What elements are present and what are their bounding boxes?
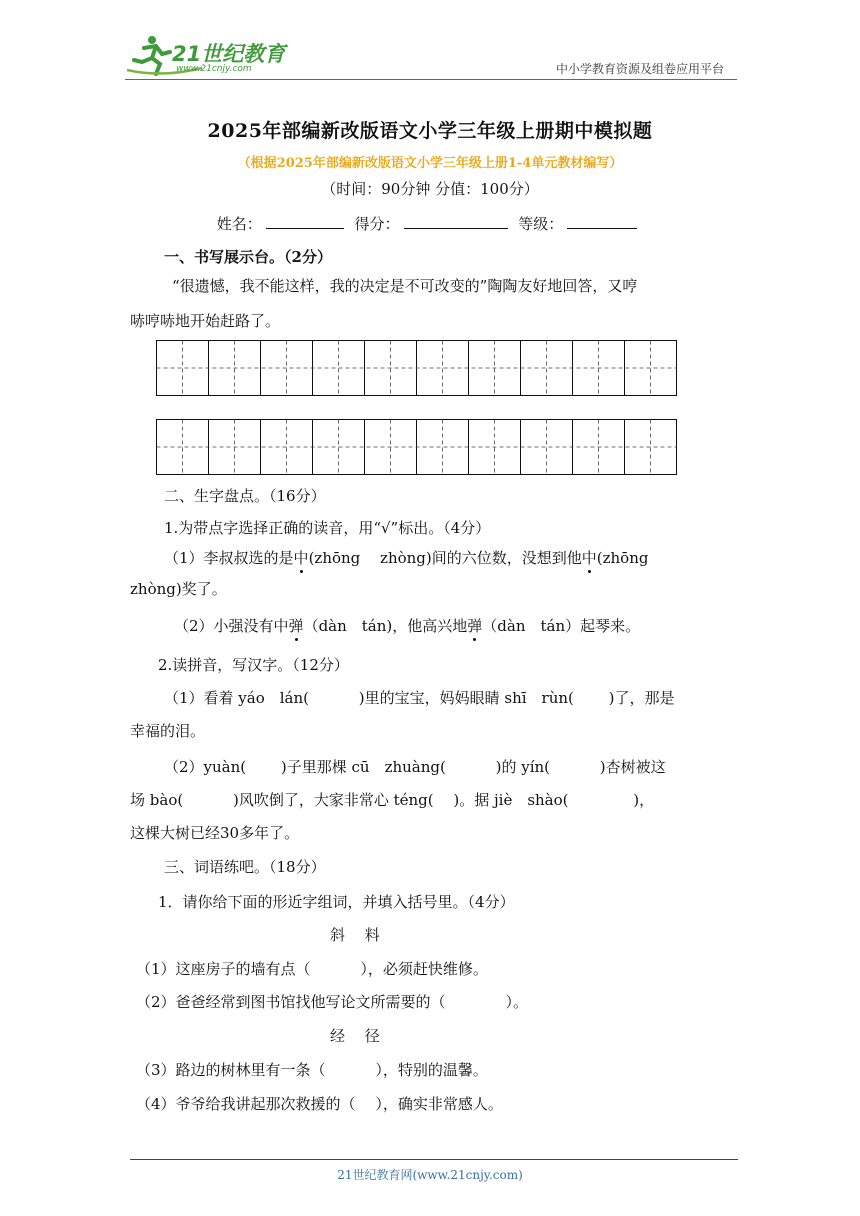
exam-subtitle: （根据2025年部编新改版语文小学三年级上册1-4单元教材编写） xyxy=(237,156,623,171)
section2-q1: 1.为带点字选择正确的读音，用“√”标出。（4分） xyxy=(164,519,491,537)
q1-2-text-a: （2）小强没有中 xyxy=(174,617,289,635)
section2-q1-1-line2: zhòng)奖了。 xyxy=(130,580,227,598)
section3-sentence-2: （2）爸爸经常到图书馆找他写论文所需要的（ ）。 xyxy=(136,993,529,1011)
section3-heading: 三、词语练吧。（18分） xyxy=(164,858,326,876)
section3-sentence-4: （4）爷爷给我讲起那次救援的（ ），确实非常感人。 xyxy=(136,1095,503,1113)
section2-q2-2-line3: 这棵大树已经30多年了。 xyxy=(130,824,300,842)
q1-2-text-b: （dàn tán)，他高兴地 xyxy=(303,617,468,635)
section1-heading: 一、书写展示台。（2分） xyxy=(164,248,332,266)
time-and-score: （时间：90分钟 分值：100分） xyxy=(321,180,539,198)
section2-q2: 2.读拼音，写汉字。（12分） xyxy=(158,656,349,674)
writing-grid-row-1[interactable] xyxy=(156,340,678,396)
section2-q2-1-line1: （1）看着 yáo lán( )里的宝宝，妈妈眼睛 shī rùn( )了，那是 xyxy=(164,689,675,707)
footer-divider xyxy=(130,1159,738,1160)
header-divider xyxy=(125,79,737,80)
q1-1-text-c: (zhōng xyxy=(596,549,649,567)
logo-url: www.21cnjy.com xyxy=(176,64,252,74)
writing-grid-row-2[interactable] xyxy=(156,419,678,475)
footer-text: 21世纪教育网(www.21cnjy.com) xyxy=(337,1168,523,1182)
student-info-fields xyxy=(0,213,860,234)
platform-tagline: 中小学教育资源及组卷应用平台 xyxy=(555,62,724,76)
name-label: 姓名： xyxy=(216,215,262,233)
grade-blank[interactable] xyxy=(567,214,637,229)
section2-q2-1-line2: 幸福的泪。 xyxy=(130,722,206,740)
section3-sentence-1: （1）这座房子的墙有点（ ），必须赶快维修。 xyxy=(136,960,488,978)
q1-1-text-a: （1）李叔叔选的是 xyxy=(164,549,294,567)
q1-1-text-b: (zhōng zhòng)间的六位数，没想到他 xyxy=(308,549,582,567)
exam-title: 2025年部编新改版语文小学三年级上册期中模拟题 xyxy=(207,120,653,142)
dotted-char: 弹 xyxy=(467,617,483,635)
name-blank[interactable] xyxy=(266,214,344,229)
score-blank[interactable] xyxy=(404,214,508,229)
dotted-char: 中 xyxy=(581,549,597,567)
q1-2-text-c: （dàn tán）起琴来。 xyxy=(482,617,641,635)
char-pair-1: 斜 料 xyxy=(330,926,380,944)
section1-passage-line2: 哧哼哧地开始赶路了。 xyxy=(130,312,281,330)
score-label: 得分： xyxy=(354,215,400,233)
section2-q1-2 xyxy=(174,615,640,636)
grade-label: 等级： xyxy=(518,215,564,233)
dotted-char: 中 xyxy=(293,549,309,567)
section2-q2-2-line2: 场 bào( )风吹倒了，大家非常心 téng( )。据 jiè shào( )， xyxy=(130,791,655,809)
dotted-char: 弹 xyxy=(288,617,304,635)
section2-q2-2-line1: （2）yuàn( )子里那棵 cū zhuàng( )的 yín( )杏树被这 xyxy=(164,758,666,776)
section1-passage-line1: “很遗憾，我不能这样，我的决定是不可改变的”陶陶友好地回答，又哼 xyxy=(172,277,638,295)
char-pair-2: 经 径 xyxy=(330,1027,380,1045)
section2-q1-1-line1 xyxy=(164,547,648,568)
section3-q1: 1．请你给下面的形近字组词，并填入括号里。（4分） xyxy=(158,893,515,911)
logo-text: 21世纪教育 xyxy=(172,42,286,66)
section3-sentence-3: （3）路边的树林里有一条（ ），特别的温馨。 xyxy=(136,1061,488,1079)
section2-heading: 二、生字盘点。（16分） xyxy=(164,487,326,505)
